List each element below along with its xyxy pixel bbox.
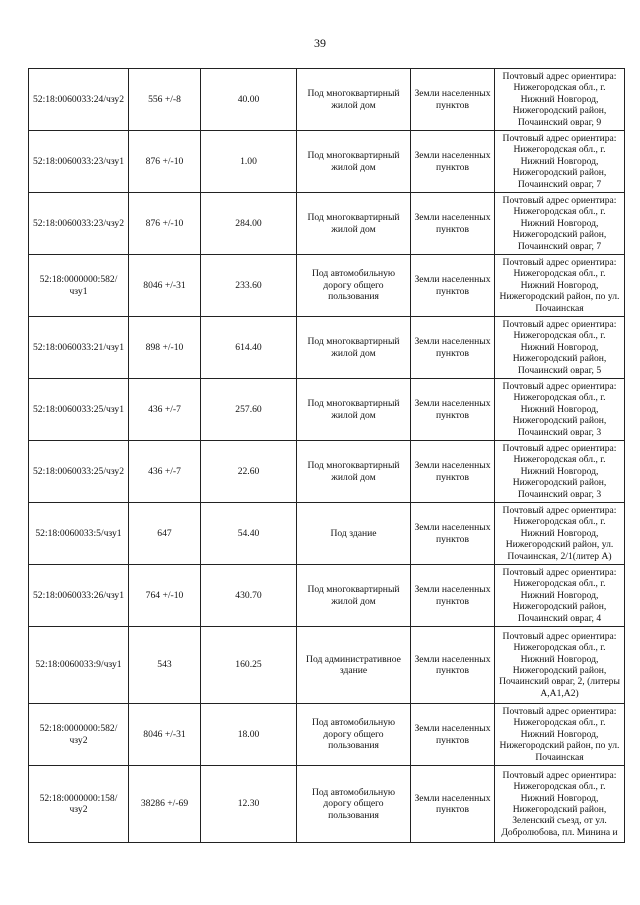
purpose-cell: Под многоквартирный жилой дом	[297, 131, 411, 193]
table-row	[29, 379, 625, 441]
category-cell: Земли населенных пунктов	[411, 627, 495, 704]
address-cell: Почтовый адрес ориентира: Нижегородская обл., г. Нижний Новгород, Нижегородский район, Почаинский овраг, 2, (литеры А,А1,А2)	[495, 627, 625, 704]
area-cell: 647	[129, 503, 201, 565]
value-cell: 54.40	[201, 503, 297, 565]
category-cell: Земли населенных пунктов	[411, 255, 495, 317]
cadastral-number-cell: 52:18:0060033:25/чзу2	[29, 441, 129, 503]
land-plot-table	[28, 68, 625, 843]
category-cell: Земли населенных пунктов	[411, 704, 495, 766]
purpose-cell: Под многоквартирный жилой дом	[297, 565, 411, 627]
cadastral-number-cell: 52:18:0000000:158/чзу2	[29, 766, 129, 843]
table-row	[29, 565, 625, 627]
area-cell: 764 +/-10	[129, 565, 201, 627]
purpose-cell: Под многоквартирный жилой дом	[297, 69, 411, 131]
table-row	[29, 704, 625, 766]
area-cell: 876 +/-10	[129, 131, 201, 193]
category-cell: Земли населенных пунктов	[411, 317, 495, 379]
area-cell: 436 +/-7	[129, 379, 201, 441]
value-cell: 22.60	[201, 441, 297, 503]
table-row	[29, 766, 625, 843]
area-cell: 8046 +/-31	[129, 704, 201, 766]
address-cell: Почтовый адрес ориентира: Нижегородская обл., г. Нижний Новгород, Нижегородский район, Почаинский овраг, 5	[495, 317, 625, 379]
area-cell: 38286 +/-69	[129, 766, 201, 843]
value-cell: 1.00	[201, 131, 297, 193]
address-cell: Почтовый адрес ориентира: Нижегородская обл., г. Нижний Новгород, Нижегородский район, Почаинский овраг, 3	[495, 379, 625, 441]
address-cell: Почтовый адрес ориентира: Нижегородская обл., г. Нижний Новгород, Нижегородский район, по ул. Почаинская	[495, 255, 625, 317]
purpose-cell: Под многоквартирный жилой дом	[297, 441, 411, 503]
cadastral-number-cell: 52:18:0000000:582/чзу1	[29, 255, 129, 317]
value-cell: 233.60	[201, 255, 297, 317]
category-cell: Земли населенных пунктов	[411, 503, 495, 565]
category-cell: Земли населенных пунктов	[411, 193, 495, 255]
cadastral-number-cell: 52:18:0060033:5/чзу1	[29, 503, 129, 565]
purpose-cell: Под здание	[297, 503, 411, 565]
category-cell: Земли населенных пунктов	[411, 441, 495, 503]
table-row	[29, 317, 625, 379]
address-cell: Почтовый адрес ориентира: Нижегородская обл., г. Нижний Новгород, Нижегородский район, по ул. Почаинская	[495, 704, 625, 766]
table-row	[29, 503, 625, 565]
category-cell: Земли населенных пунктов	[411, 69, 495, 131]
table-row	[29, 69, 625, 131]
address-cell: Почтовый адрес ориентира: Нижегородская обл., г. Нижний Новгород, Нижегородский район, ул. Почаинская, 2/1(литер А)	[495, 503, 625, 565]
table-row	[29, 131, 625, 193]
purpose-cell: Под автомобильную дорогу общего пользования	[297, 255, 411, 317]
purpose-cell: Под административное здание	[297, 627, 411, 704]
value-cell: 12.30	[201, 766, 297, 843]
purpose-cell: Под многоквартирный жилой дом	[297, 193, 411, 255]
purpose-cell: Под многоквартирный жилой дом	[297, 379, 411, 441]
value-cell: 430.70	[201, 565, 297, 627]
purpose-cell: Под многоквартирный жилой дом	[297, 317, 411, 379]
purpose-cell: Под автомобильную дорогу общего пользования	[297, 766, 411, 843]
cadastral-number-cell: 52:18:0060033:24/чзу2	[29, 69, 129, 131]
area-cell: 543	[129, 627, 201, 704]
address-cell: Почтовый адрес ориентира: Нижегородская обл., г. Нижний Новгород, Нижегородский район, Почаинский овраг, 7	[495, 193, 625, 255]
cadastral-number-cell: 52:18:0060033:9/чзу1	[29, 627, 129, 704]
cadastral-number-cell: 52:18:0000000:582/чзу2	[29, 704, 129, 766]
value-cell: 614.40	[201, 317, 297, 379]
area-cell: 876 +/-10	[129, 193, 201, 255]
table-row	[29, 193, 625, 255]
address-cell: Почтовый адрес ориентира: Нижегородская обл., г. Нижний Новгород, Нижегородский район, Почаинский овраг, 4	[495, 565, 625, 627]
address-cell: Почтовый адрес ориентира: Нижегородская обл., г. Нижний Новгород, Нижегородский район, Почаинский овраг, 7	[495, 131, 625, 193]
category-cell: Земли населенных пунктов	[411, 131, 495, 193]
value-cell: 18.00	[201, 704, 297, 766]
category-cell: Земли населенных пунктов	[411, 766, 495, 843]
value-cell: 40.00	[201, 69, 297, 131]
table-row	[29, 255, 625, 317]
cadastral-number-cell: 52:18:0060033:26/чзу1	[29, 565, 129, 627]
value-cell: 284.00	[201, 193, 297, 255]
area-cell: 8046 +/-31	[129, 255, 201, 317]
address-cell: Почтовый адрес ориентира: Нижегородская обл., г. Нижний Новгород, Нижегородский район, Зеленский съезд, от ул. Добролюбова, пл. Минина и	[495, 766, 625, 843]
table-row	[29, 441, 625, 503]
category-cell: Земли населенных пунктов	[411, 379, 495, 441]
value-cell: 160.25	[201, 627, 297, 704]
cadastral-number-cell: 52:18:0060033:21/чзу1	[29, 317, 129, 379]
address-cell: Почтовый адрес ориентира: Нижегородская обл., г. Нижний Новгород, Нижегородский район, Почаинский овраг, 9	[495, 69, 625, 131]
area-cell: 436 +/-7	[129, 441, 201, 503]
area-cell: 556 +/-8	[129, 69, 201, 131]
purpose-cell: Под автомобильную дорогу общего пользования	[297, 704, 411, 766]
table-body	[29, 69, 625, 843]
page-number: 39	[314, 36, 326, 50]
address-cell: Почтовый адрес ориентира: Нижегородская обл., г. Нижний Новгород, Нижегородский район, Почаинский овраг, 3	[495, 441, 625, 503]
cadastral-number-cell: 52:18:0060033:23/чзу1	[29, 131, 129, 193]
table-row	[29, 627, 625, 704]
cadastral-number-cell: 52:18:0060033:23/чзу2	[29, 193, 129, 255]
area-cell: 898 +/-10	[129, 317, 201, 379]
category-cell: Земли населенных пунктов	[411, 565, 495, 627]
value-cell: 257.60	[201, 379, 297, 441]
cadastral-number-cell: 52:18:0060033:25/чзу1	[29, 379, 129, 441]
